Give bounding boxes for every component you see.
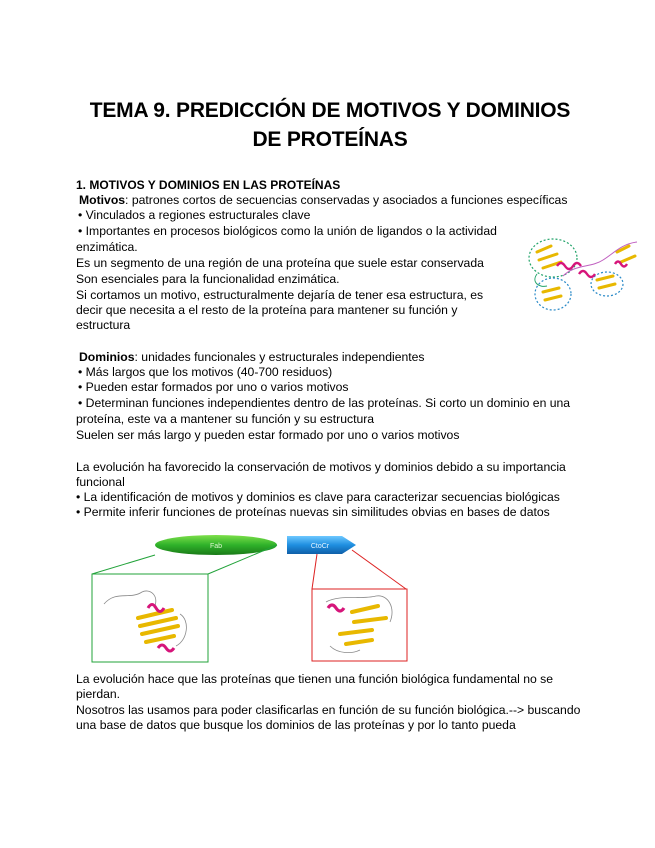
closing-text-line: pierdan. <box>76 687 121 701</box>
motivos-text-line: Es un segmento de una región de una proteína que suele estar conservada <box>76 256 484 270</box>
motivos-bullet-cont: enzimática. <box>76 240 138 254</box>
motivos-def: : patrones cortos de secuencias conservadas y asociados a funciones específicas <box>125 193 568 207</box>
green-domain-structure <box>104 591 186 651</box>
motivos-text-line: estructura <box>76 318 131 332</box>
protein-motifs-image <box>517 234 647 318</box>
dominios-bullet: • Determinan funciones independientes dentro de las proteínas. Si corto un dominio en una <box>78 396 571 410</box>
evolution-text-line: La evolución ha favorecido la conservación de motivos y dominios debido a su importancia <box>76 460 566 474</box>
motivos-term: Motivos <box>79 193 126 207</box>
closing-text-line: Nosotros las usamos para poder clasificarlas en función de su función biológica.--> buscando <box>76 703 581 717</box>
dominios-term: Dominios <box>79 350 135 364</box>
dominios-def: : unidades funcionales y estructurales independientes <box>134 350 425 364</box>
dominios-bullet: • Pueden estar formados por uno o varios motivos <box>78 380 349 394</box>
section-heading: 1. MOTIVOS Y DOMINIOS EN LAS PROTEÍNAS <box>76 178 341 192</box>
title-line-1: TEMA 9. PREDICCIÓN DE MOTIVOS Y DOMINIOS <box>89 99 571 122</box>
evolution-text-line: funcional <box>76 475 125 489</box>
domain-label-left: Fab <box>209 543 223 550</box>
evolution-bullet: • Permite inferir funciones de proteínas nuevas sin similitudes obvias en bases de datos <box>76 505 550 519</box>
closing-text-line: La evolución hace que las proteínas que tienen una función biológica fundamental no se <box>76 672 554 686</box>
dominios-text: Suelen ser más largo y pueden estar formado por uno o varios motivos <box>76 428 460 442</box>
dominios-bullet-cont: proteína, este va a mantener su función y su estructura <box>76 412 375 426</box>
motivos-bullet: • Importantes en procesos biológicos como la unión de ligandos o la actividad <box>78 224 497 238</box>
motivos-text-line: Si cortamos un motivo, estructuralmente dejaría de tener esa estructura, es <box>76 288 484 302</box>
closing-text-line: una base de datos que busque los dominios de las proteínas y por lo tanto pueda <box>76 718 516 732</box>
evolution-bullet: • La identificación de motivos y dominios es clave para caracterizar secuencias biológicas <box>76 490 560 504</box>
red-domain-structure <box>326 596 392 653</box>
motivos-definition <box>79 193 567 208</box>
document-title <box>40 96 620 154</box>
title-line-2: DE PROTEÍNAS <box>252 128 408 151</box>
dominios-bullet: • Más largos que los motivos (40-700 residuos) <box>78 365 333 379</box>
motivos-bullet: • Vinculados a regiones estructurales clave <box>78 208 311 222</box>
dominios-definition <box>79 350 425 365</box>
domain-label-right: CtoCr <box>310 543 330 550</box>
domain-diagram <box>90 530 412 664</box>
motivos-text-line: decir que necesita a el resto de la proteína para mantener su función y <box>76 303 458 317</box>
motivos-text-line: Son esenciales para la funcionalidad enzimática. <box>76 272 340 286</box>
